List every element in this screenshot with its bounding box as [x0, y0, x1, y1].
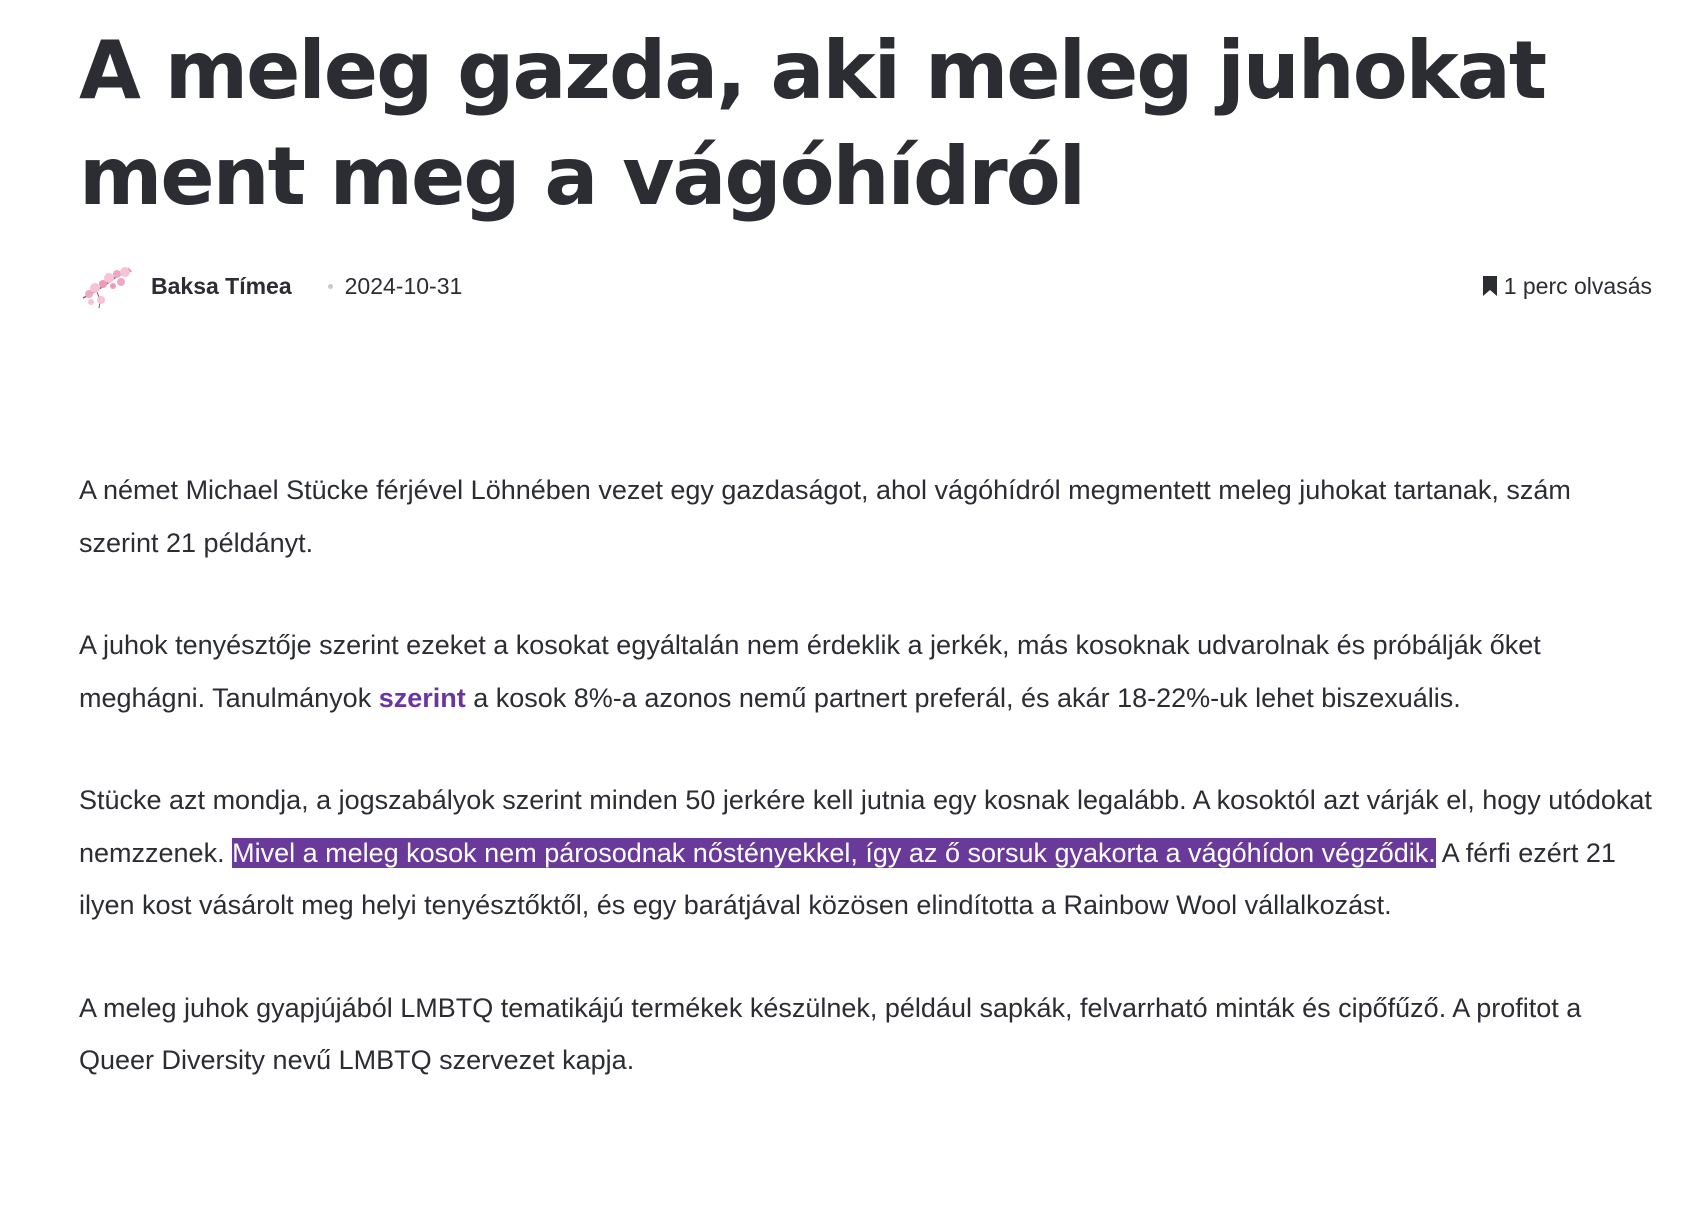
source-link[interactable]: szerint [378, 682, 466, 713]
article-meta [79, 256, 1652, 316]
meta-separator [328, 284, 333, 289]
paragraph-2: A juhok tenyésztője szerint ezeket a kosokat egyáltalán nem érdeklik a jerkék, más kosoknak udvarolnak és próbálják őket meghágni. Tanulmányok szerint a kosok 8%-a azonos nemű partnert preferál, és akár 18-22%-uk lehet biszexuális. [79, 630, 1541, 713]
paragraph-1: A német Michael Stücke férjével Löhnében vezet egy gazdaságot, ahol vágóhídról megmentett meleg juhokat tartanak, szám szerint 21 példányt. [79, 475, 1571, 558]
paragraph-4: A meleg juhok gyapjújából LMBTQ tematikájú termékek készülnek, például sapkák, felvarrható minták és cipőfűző. A profitot a Queer Diversity nevű LMBTQ szervezet kapja. [79, 992, 1582, 1075]
bookmark-icon [1482, 275, 1498, 297]
article [79, 0, 1652, 1075]
reading-time [1482, 256, 1652, 316]
article-body [79, 464, 1652, 1137]
publish-date: 2024-10-31 [344, 272, 463, 299]
paragraph-3: Stücke azt mondja, a jogszabályok szerint minden 50 jerkére kell jutnia egy kosnak legalább. A kosoktól azt várják el, hogy utódokat nemzzenek. Mivel a meleg kosok nem párosodnak nőstényekkel, így az ő sorsuk gyakorta a vágóhídon végződik. A férfi ezért 21 ilyen kost vásárolt meg helyi tenyésztőktől, és egy barátjával közösen elindította a Rainbow Wool vállalkozást. [79, 785, 1652, 920]
reading-time-label: 1 perc olvasás [1503, 272, 1652, 299]
author-avatar[interactable] [79, 260, 137, 312]
author-name[interactable]: Baksa Tímea [151, 272, 292, 299]
article-title: A meleg gazda, aki meleg juhokat ment meg a vágóhídról [79, 24, 1546, 223]
selected-text[interactable]: Mivel a meleg kosok nem párosodnak nőstényekkel, így az ő sorsuk gyakorta a vágóhídon végződik. [232, 837, 1436, 868]
cherry-blossom-avatar-icon [79, 260, 137, 312]
